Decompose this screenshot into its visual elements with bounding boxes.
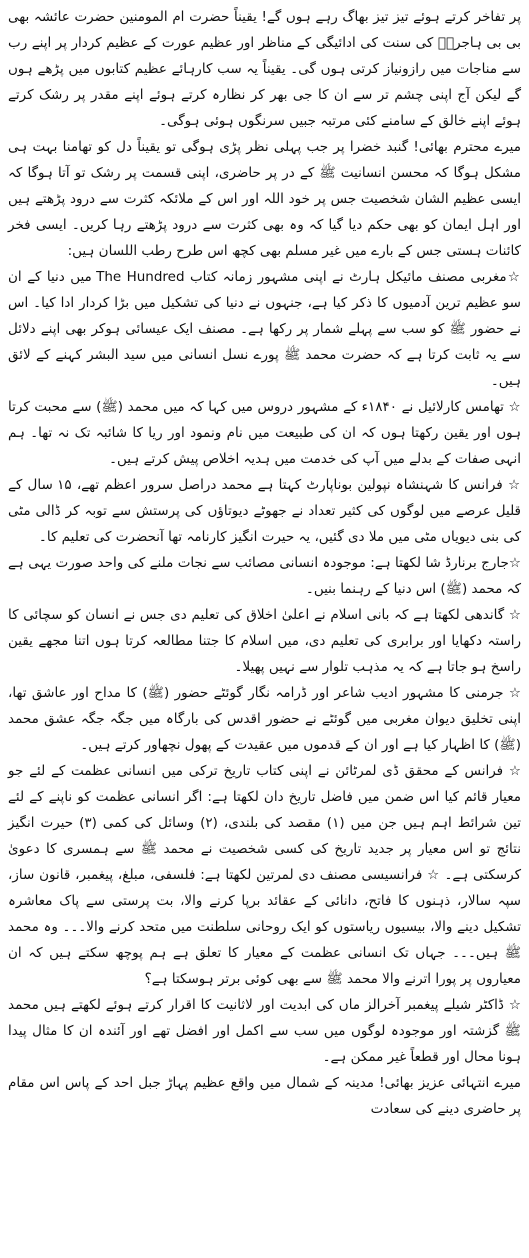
paragraph-lamartine: ☆ فرانس کے محقق ڈی لمرٹائن نے اپنی کتاب تاریخ ترکی میں انسانی عظمت کے لئے جو معیار قائم کیا اس ضمن میں فاضل تاریخ دان لکھتا ہے: اگر انسانی عظمت کو ناپنے کے لئے تین شرائط اہم ہیں جن میں (۱) مقصد کی بلندی، (۲) وسائل کی کمی (۳) حیرت انگیز نتائج تو اس معیار پر جدید تاریخ کی کسی شخصیت نے محمد ﷺ سے ہمسری کا دعویٰ کرسکتی ہے۔ ☆ فرانسیسی مصنف دی لمرتین لکھتا ہے: فلسفی، مبلغ، پیغمبر، قانون ساز، سپہ سالار، ذہنوں کا فاتح، دانائی کے عقائد برپا کرنے والا، بت پرستی سے پاک معاشرہ تشکیل دینے والا، بیسیوں ریاستوں کو ایک روحانی سلطنت میں متحد کرنے والا۔۔۔ وہ محمد ﷺ ہیں۔۔۔ جہاں تک انسانی عظمت کے معیار کا تعلق ہے ہم پوچھ سکتے ہیں کہ ان معیاروں پر پورا اترنے والا محمد ﷺ سے بھی کوئی برتر ہوسکتا ہے؟: [8, 763, 521, 987]
paragraph-bernard-shaw: ☆جارج برنارڈ شا لکھتا ہے: موجودہ انسانی مصائب سے نجات ملنے کی واحد صورت یہی ہے کہ محمد (ﷺ) اس دنیا کے رہنما بنیں۔: [8, 555, 521, 597]
paragraph-dr-shelley: ☆ ڈاکٹر شیلے پیغمبر آخرالز ماں کی ابدیت اور لاثانیت کا اقرار کرتے ہوئے لکھتے ہیں محمد ﷺ گزشتہ اور موجودہ لوگوں میں سب سے اکمل اور افضل تھے اور آئندہ ان کا مثال پیدا ہونا محال اور قطعاً غیر ممکن ہے۔: [8, 997, 521, 1065]
paragraph-hajar-sunnah: پر تفاخر کرتے ہوئے تیز تیز بھاگ رہے ہوں گے! یقیناً حضرت ام المومنین حضرت عائشہ بھی بی بی ہاجرہؑ کی سنت کی ادائیگی کے مناظر اور عظیم عورت کے عظیم کردار پر اپنے رب سے مناجات میں رازونیاز کرتی ہوں گی۔ یقیناً یہ سب کارہائے عظیم کتابوں میں پڑھے ہوں گے لیکن آج اپنی چشم تر سے ان کا جی بھر کر نظارہ کرتے ہوئے اپنے مقدر پر رشک کرتے ہوئے اپنے خالق کے سامنے کئی مرتبہ جبیں سرنگوں ہوئی ہوگی۔: [8, 9, 521, 129]
paragraph-goethe: ☆ جرمنی کا مشہور ادیب شاعر اور ڈرامہ نگار گوئٹے حضور (ﷺ) کا مداح اور عاشق تھا، اپنی تخلیق دیوان مغربی میں گوئٹے نے حضور اقدس کی بارگاہ میں جگہ جگہ عشق محمد (ﷺ) کا اظہار کیا ہے اور ان کے قدموں میں عقیدت کے پھول نچھاور کرتے ہیں۔: [8, 685, 521, 753]
paragraph-jabal-uhud: میرے انتہائی عزیز بھائی! مدینہ کے شمال میں واقع عظیم پہاڑ جبل احد کے پاس اس مقام پر حاضری دینے کی سعادت: [8, 1075, 521, 1117]
paragraph-michael-hart: ☆مغربی مصنف مائیکل ہارٹ نے اپنی مشہور زمانہ کتاب The Hundred میں دنیا کے ان سو عظیم ترین آدمیوں کا ذکر کیا ہے، جنہوں نے دنیا کی تشکیل میں بڑا کردار ادا کیا۔ اس نے حضور ﷺ کو سب سے پہلے شمار پر رکھا ہے۔ مصنف ایک عیسائی ہوکر بھی اپنے دلائل سے یہ ثابت کرتا ہے کہ حضرت محمد ﷺ پورے نسل انسانی میں سید البشر کہنے کے لائق ہیں۔: [8, 269, 521, 389]
paragraph-gumbad-khazra: میرے محترم بھائی! گنبد خضرا پر جب پہلی نظر پڑی ہوگی تو یقیناً دل کو تھامنا بہت ہی مشکل ہوگا کہ محسن انسانیت ﷺ کے در پر حاضری، اپنی قسمت پر رشک تو آتا ہوگا کہ ایسی عظیم الشان شخصیت جس پر خود اللہ اور اس کے ملائکہ کثرت سے درود پڑھتے ہیں اور اہل ایمان کو بھی حکم دیا گیا کہ وہ بھی کثرت سے درود پڑھتے رہا کریں۔ ایسی فخر کائنات ہستی جس کے بارے میں غیر مسلم بھی کچھ اس طرح رطب اللسان ہیں:: [8, 139, 521, 259]
paragraph-napoleon: ☆ فرانس کا شہنشاہ نپولین بوناپارٹ کہتا ہے محمد دراصل سرور اعظم تھے، ۱۵ سال کے قلیل عرصے میں لوگوں کی کثیر تعداد نے جھوٹے دیوتاؤں کی پرستش سے توبہ کر ڈالی مٹی کی بنی دیویاں مٹی میں ملا دی گئیں، یہ حیرت انگیز کارنامہ تھا آنحضرت کی تعلیم کا۔: [8, 477, 522, 545]
paragraph-gandhi: ☆ گاندھی لکھتا ہے کہ بانی اسلام نے اعلیٰ اخلاق کی تعلیم دی جس نے انسان کو سچائی کا راستہ دکھایا اور برابری کی تعلیم دی، میں اسلام کا جتنا مطالعہ کرتا ہوں اتنا مجھے یقین راسخ ہو جاتا ہے کہ یہ مذہب تلوار سے نہیں پھیلا۔: [8, 607, 521, 675]
paragraph-thomas-carlyle: ☆ تھامس کارلائیل نے ۱۸۴۰ء کے مشہور دروس میں کہا کہ میں محمد (ﷺ) سے محبت کرتا ہوں اور یقین رکھتا ہوں کہ ان کی طبیعت میں نام ونمود اور ریا کا شائبہ تک نہ تھا۔ ہم انہی صفات کے بدلے میں آپ کی خدمت میں ہدیہ اخلاص پیش کرتے ہیں۔: [8, 399, 521, 467]
